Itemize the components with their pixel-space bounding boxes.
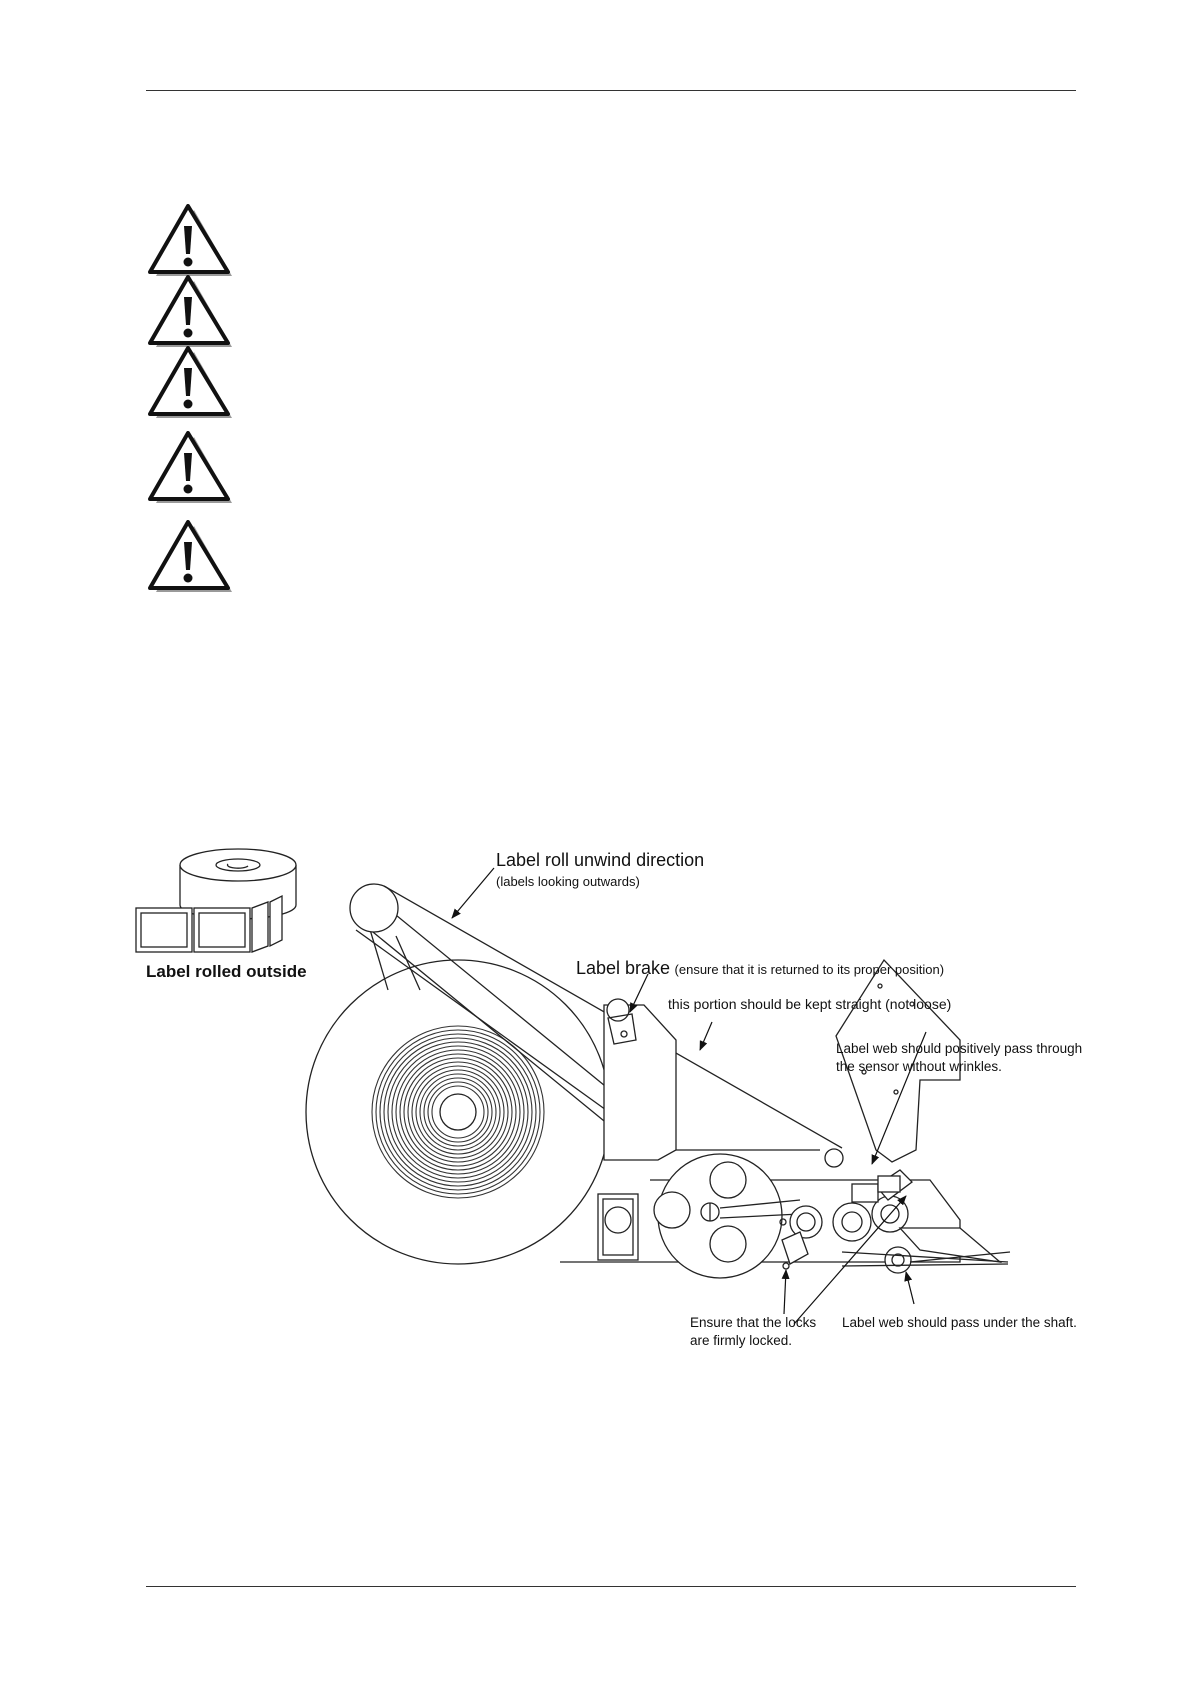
roll-caption: Label rolled outside: [146, 962, 307, 981]
brake-title: Label brake: [576, 958, 671, 978]
label-roll-inset: [136, 849, 296, 952]
sensor-note-line1: Label web should positively pass through: [836, 1041, 1083, 1056]
shaft-note: Label web should pass under the shaft.: [842, 1315, 1077, 1330]
brake-label: [576, 958, 944, 979]
label-roll: [306, 960, 610, 1264]
locks-note-line1: Ensure that the locks: [690, 1315, 817, 1330]
sensor-note-line2: the sensor without wrinkles.: [836, 1059, 1002, 1074]
straight-note: this portion should be kept straight (not loose): [668, 996, 952, 1012]
unwind-note: (labels looking outwards): [496, 874, 640, 889]
unwind-title: Label roll unwind direction: [496, 850, 705, 870]
brake-note: (ensure that it is returned to its proper position): [674, 962, 945, 977]
locks-note-line2: are firmly locked.: [690, 1333, 793, 1348]
